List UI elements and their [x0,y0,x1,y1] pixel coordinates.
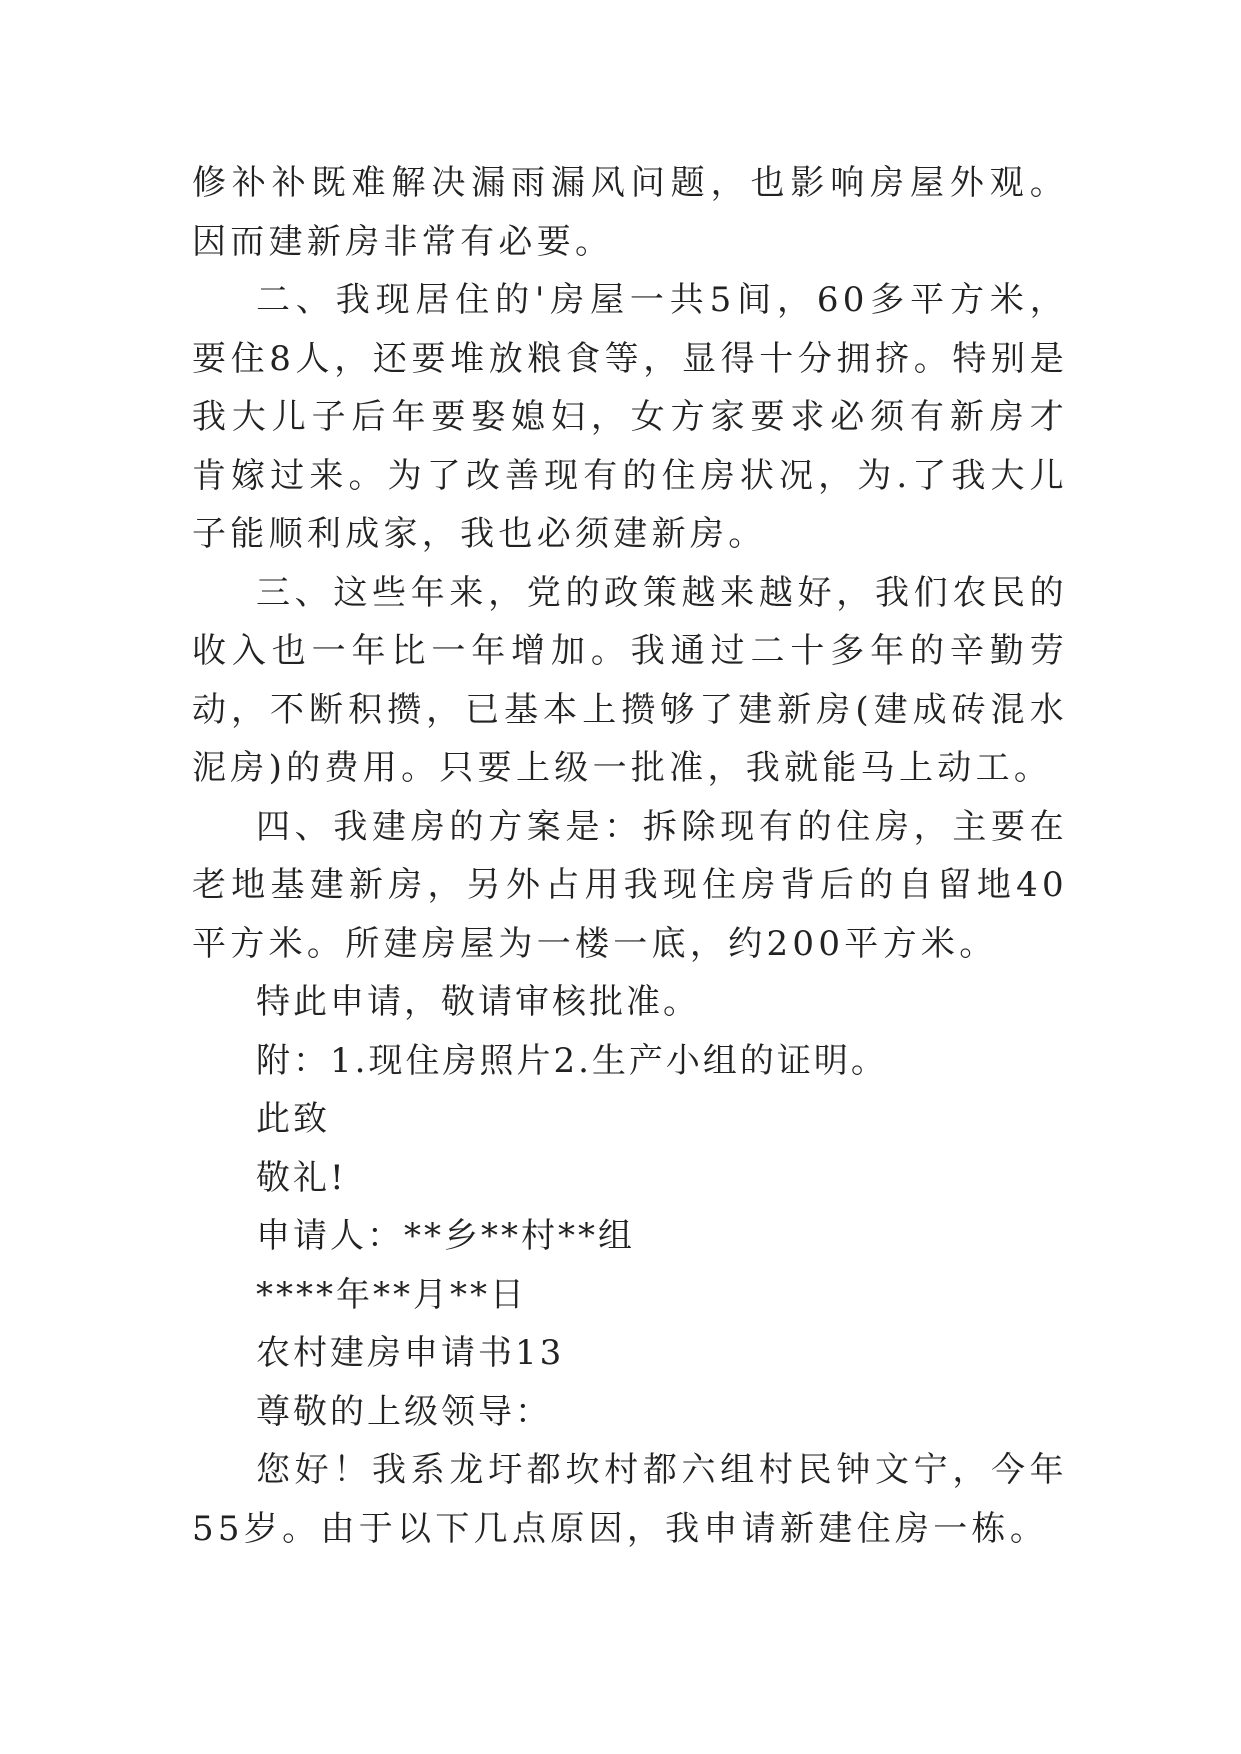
document-body [192,154,1068,1558]
date-line: ****年**月**日 [256,1274,527,1315]
paragraph-reason-three: 三、这些年来，党的政策越来越好，我们农民的收入也一年比一年增加。我通过二十多年的辛勤劳动，不断积攒，已基本上攒够了建新房(建成砖混水泥房)的费用。只要上级一批准，我就能马上动工。 [192,572,1068,788]
paragraph-reason-two: 二、我现居住的'房屋一共5间，60多平方米，要住8人，还要堆放粮食等，显得十分拥挤。特别是我大儿子后年要娶媳妇，女方家要求必须有新房才肯嫁过来。为了改善现有的住房状况，为.了我大儿子能顺利成家，我也必须建新房。 [192,280,1068,554]
closing-line-2: 敬礼! [256,1157,347,1198]
request-line: 特此申请，敬请审核批准。 [256,982,700,1022]
paragraph-intro-continuation: 修补补既难解决漏雨漏风问题，也影响房屋外观。因而建新房非常有必要。 [192,163,1068,262]
applicant-line: 申请人：**乡**村**组 [256,1216,635,1256]
paragraph-greeting: 您好！我系龙圩都坎村都六组村民钟文宁，今年55岁。由于以下几点原因，我申请新建住房一栋。 [192,1450,1068,1549]
closing-line-1: 此致 [256,1099,330,1139]
paragraph-reason-four: 四、我建房的方案是：拆除现有的住房，主要在老地基建新房，另外占用我现住房背后的自留地40平方米。所建房屋为一楼一底，约200平方米。 [192,806,1068,964]
next-document-title: 农村建房申请书13 [256,1333,565,1373]
attachment-line: 附：1.现住房照片2.生产小组的证明。 [256,1040,888,1081]
salutation-line: 尊敬的上级领导： [256,1391,552,1432]
